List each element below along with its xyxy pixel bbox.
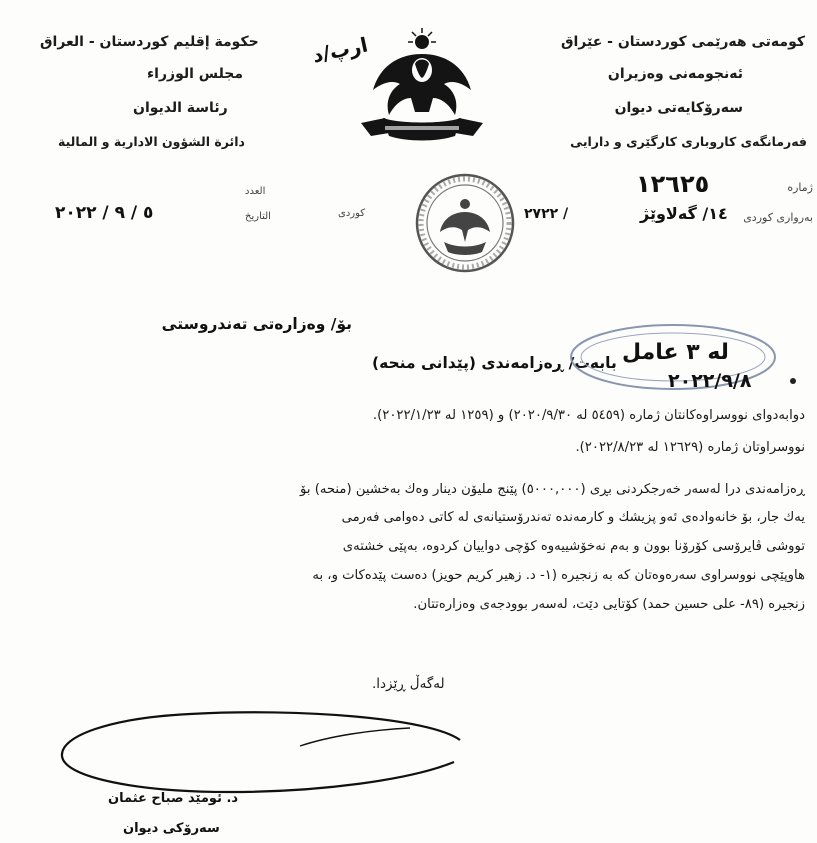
header-arabic-line4: دائرة الشؤون الادارية و المالية [58,134,245,149]
stamp-handwritten-date: ٢٠٢٢/٩/٨ [668,370,752,392]
signatory-name: د. ئومێد صباح عثمان [108,791,239,806]
closing-line: لەگەڵ ڕێزدا. [372,676,445,692]
number-label-arabic: العدد [245,186,266,197]
handwritten-number: ١٢٦٢٥ [636,170,710,198]
signatory-title: سەرۆکی دیوان [123,821,220,836]
official-seal-icon [410,168,520,278]
header-arabic-line3: رئاسة الديوان [133,100,228,116]
header-kurdish-line1: کومەتی هەرێمی کوردستان - عێراق [560,34,805,50]
handwritten-date: ٥ / ٩ / ٢٠٢٢ [55,203,154,223]
bullet-mark [790,378,796,384]
header-kurdish-line2: ئەنجومەنی وەزیران [607,66,743,82]
body-line-3: ڕەزامەندی درا لەسەر خەرجکردنی بڕی (٥٠٠٠,٠٠٠) پێنج ملیۆن دینار وەك بەخشین (منحه) بۆ [300,482,805,497]
handwritten-initials: ارپ/د [310,32,370,68]
kurdistan-emblem-icon [355,20,490,150]
date-label-kurdish: بەرواری کوردی [743,211,813,224]
handwritten-kurdish-year: ٢٧٢٢ / [524,206,569,222]
body-line-6: هاوپێچی نووسراوی سەرەوەتان کە بە زنجیرە (١- د. زهير کريم حويز) دەست پێدەکات و، بە [312,568,805,583]
header-arabic-line2: مجلس الوزراء [147,66,244,82]
body-line-2: نووسراوتان ژمارە (١٢٦٢٩ لە ٢٠٢٢/٨/٢٣). [575,440,805,455]
number-label-kurdish: ژمارە [787,181,813,194]
date-label-arabic: التاريخ [245,211,271,222]
stamp-handwritten-number: لە ٣ عامل [622,340,729,365]
header-arabic-line1: حكومة إقليم كوردستان - العراق [40,34,259,50]
header-kurdish-line4: فەرمانگەی کاروباری کارگێری و دارایی [570,134,807,149]
body-line-7: زنجیرە (٨٩- علی حسین حمد) کۆتایی دێت، لەسەر بوودجەی وەزارەتتان. [413,597,805,612]
recipient-line: بۆ/ وەزارەتی تەندروستی [161,315,352,333]
body-line-1: دوابەدوای نووسراوەکانتان ژمارە (٥٤٥٩ لە ٢٠٢٠/٩/٣٠) و (١٢٥٩ لە ٢٠٢٢/١/٢٣). [372,408,805,423]
kurdish-calendar-label: کوردی [338,208,366,219]
body-line-5: تووشی ڤایرۆسی کۆرۆنا بوون و بەم نەخۆشییەوە کۆچی دواییان کردوە، بەپێی خشتەی [342,539,805,554]
handwritten-kurdish-date: ١٤/ گەلاوێژ [640,204,728,223]
body-line-4: یەك جار، بۆ خانەوادەی ئەو پزیشك و کارمەندە تەندرۆستیانەی لە کاتی دەوامی فەرمی [341,510,805,525]
header-kurdish-line3: سەرۆکایەتی دیوان [614,100,743,116]
subject-line: بابەت/ ڕەزامەندی (پێدانی منحه) [372,354,617,372]
